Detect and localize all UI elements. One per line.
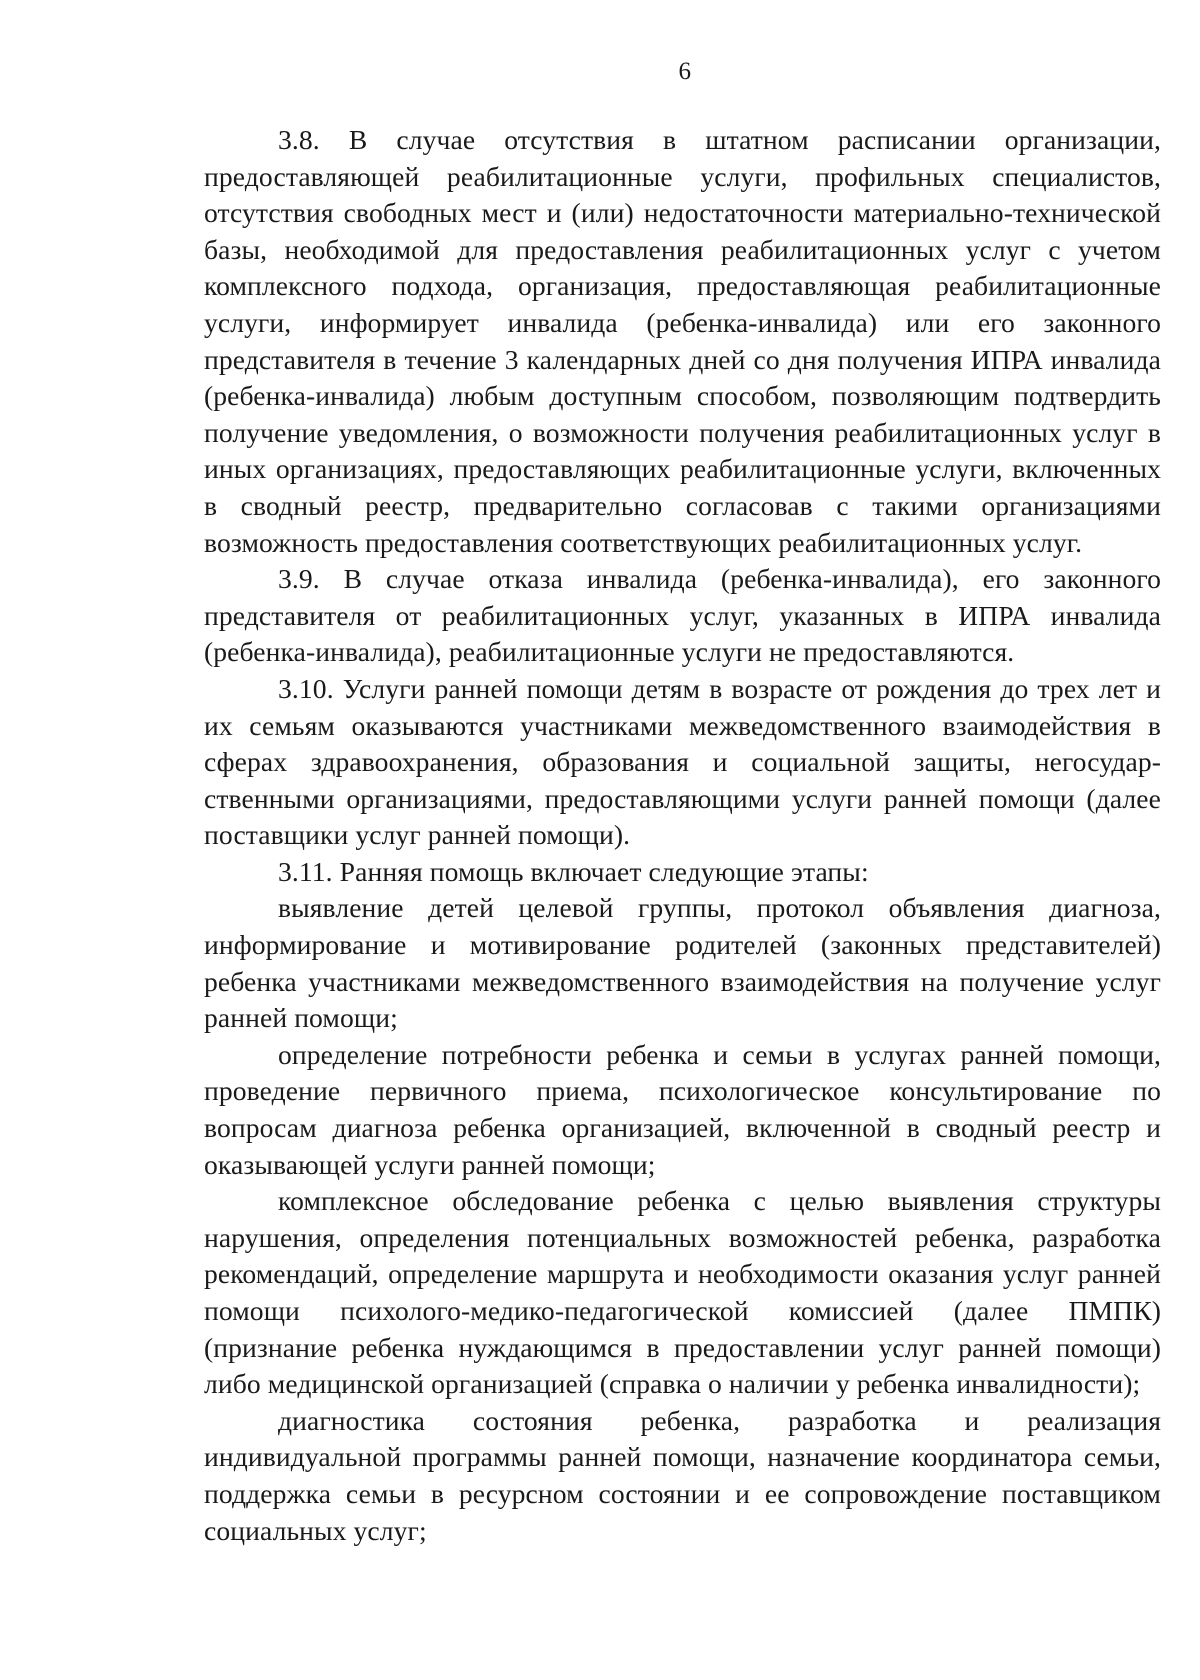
paragraph-3-8: 3.8. В случае отсутствия в штатном расписании организации, предоставляющей реабилитационные услуги, профильных специалистов, отсутствия свободных мест и (или) недостаточности материально-технической базы, необходимой для предоставления реабилитационных услуг с учетом комплексного подхода, организация, предоставляющая реабилитационные услуги, информирует инвалида (ребенка-инвалида) или его законного представителя в течение 3 календарных дней со дня получения ИПРА инвалида (ребенка-инвалида) любым доступным способом, позволяющим подтвердить получение уведомления, о возможности получения реабилитационных услуг в иных организациях, предоставляющих реабилитационные услуги, включенных в сводный реестр, предварительно согласовав с такими организациями возможность предоставления соответствующих реабилитационных услуг. (204, 124, 1161, 558)
paragraph-3-10: 3.10. Услуги ранней помощи детям в возрасте от рождения до трех лет и их семьям оказываются участниками межведомственного взаимодействия в сферах здравоохранения, образования и социальной защиты, негосударственными организациями, предоставляющими услуги ранней помощи (далее поставщики услуг ранней помощи). (204, 672, 1161, 851)
stage-identification: выявление детей целевой группы, протокол объявления диагноза, информирование и мотивирование родителей (законных представителей) ребенка участниками межведомственного взаимодействия на получение услуг ранней помощи; (204, 892, 1161, 1034)
page-number: 6 (678, 58, 692, 85)
stage-comprehensive-examination: комплексное обследование ребенка с целью выявления структуры нарушения, определения потенциальных возможностей ребенка, разработка рекомендаций, определение маршрута и необходимости оказания услуг ранней помощи психолого-медико-педагогической комиссией (далее ПМПК) (признание ребенка нуждающимся в предоставлении услуг ранней помощи) либо медицинской организацией (справка о наличии у ребенка инвалидности); (204, 1185, 1161, 1400)
paragraph-3-11: 3.11. Ранняя помощь включает следующие этапы: (278, 855, 869, 887)
paragraph-3-9: 3.9. В случае отказа инвалида (ребенка-инвалида), его законного представителя от реабилитационных услуг, указанных в ИПРА инвалида (ребенка-инвалида), реабилитационные услуги не предоставляются. (204, 563, 1161, 668)
stage-diagnostics-program: диагностика состояния ребенка, разработка и реализация индивидуальной программы ранней помощи, назначение координатора семьи, поддержка семьи в ресурсном состоянии и ее сопровождение поставщиком социальных услуг; (204, 1404, 1161, 1546)
stage-needs-assessment: определение потребности ребенка и семьи в услугах ранней помощи, проведение первичного приема, психологическое консультирование по вопросам диагноза ребенка организацией, включенной в сводный реестр и оказывающей услуги ранней помощи; (204, 1038, 1161, 1180)
document-body (204, 122, 1161, 1549)
